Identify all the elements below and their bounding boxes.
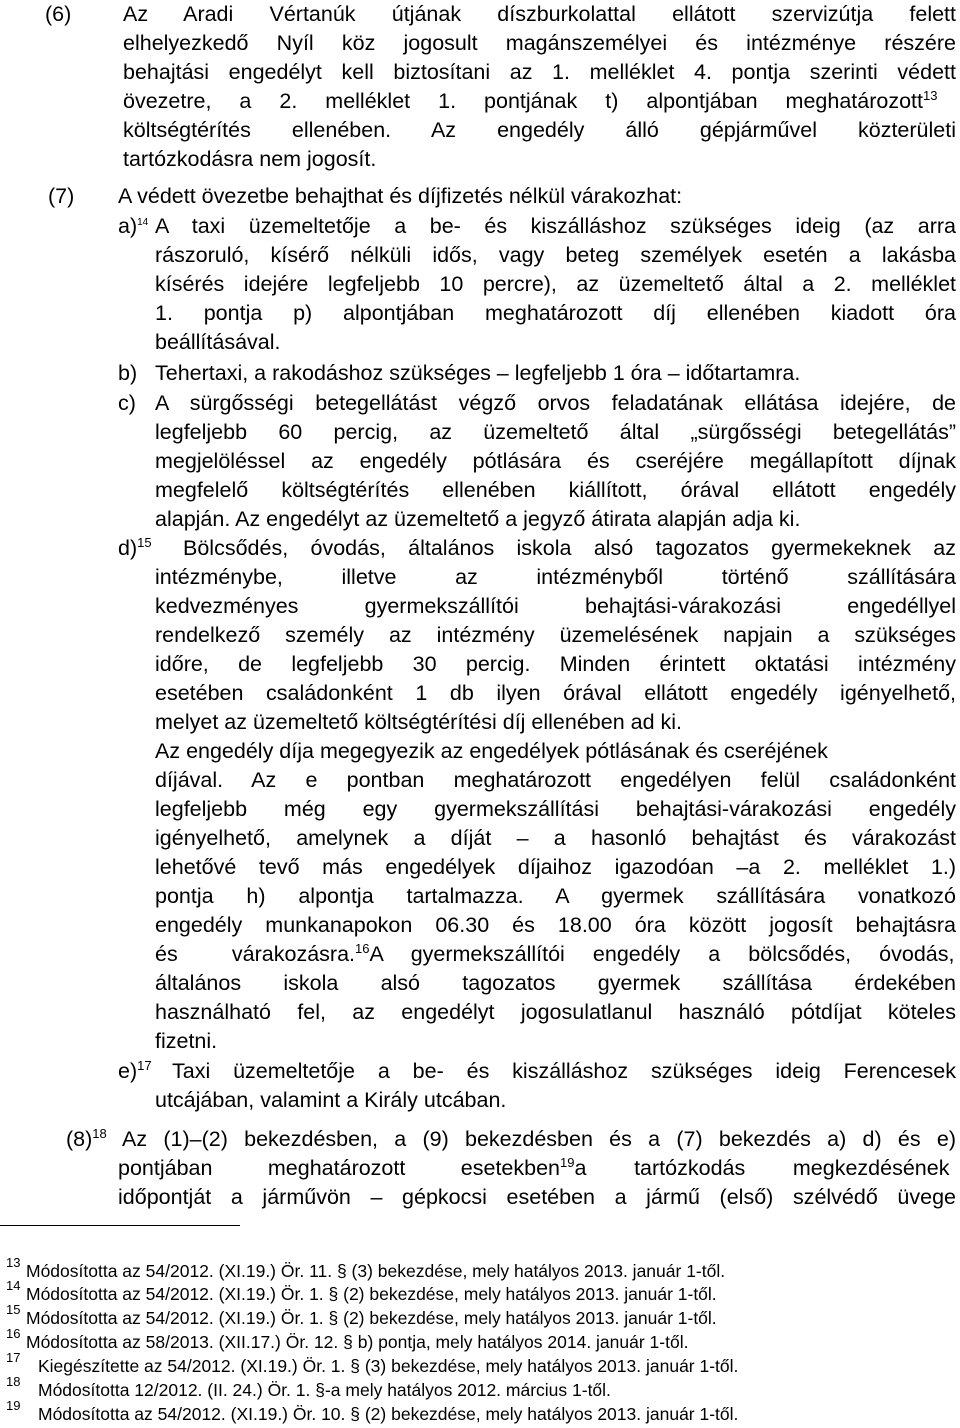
footnote-text: Módosította 12/2012. (II. 24.) Ör. 1. §-a mely hatályos 2012. március 1-től. <box>38 1380 611 1400</box>
text-line: pontja h) alpontja tartalmazza. A gyermek szállítására vonatkozó <box>155 884 956 908</box>
item-label: c) <box>118 391 136 415</box>
text-line: rendelkező személy az intézmény üzemelésének napjain a szükséges <box>155 623 956 647</box>
text-line: melyet az üzemeltető költségtérítési díj ellenében ad ki. <box>155 710 683 734</box>
item-label: a)$^{14}$ <box>118 214 149 238</box>
text-line: alapján. Az engedélyt az üzemeltető a jegyző átirata alapján adja ki. <box>155 507 801 531</box>
footnote-ref: 13 <box>923 87 938 103</box>
text-line: beállításával. <box>155 330 281 354</box>
footnote-ref: 16 <box>355 940 370 956</box>
text-line: Bölcsődés, óvodás, általános iskola alsó tagozatos gyermekeknek az <box>183 536 956 560</box>
footnote-number: 18 <box>6 1374 21 1389</box>
footnote-text: Módosította az 54/2012. (XI.19.) Ör. 1. § (2) bekezdése, mely hatályos 2013. január 1-től. <box>26 1308 717 1328</box>
text-line: Az (1)–(2) bekezdésben, a (9) bekezdésben és a (7) bekezdés a) d) és e) <box>122 1127 956 1151</box>
footnote-number: 14 <box>6 1278 21 1293</box>
text-line: Az Aradi Vértanúk útjának díszburkolattal ellátott szervizútja felett <box>123 2 956 26</box>
text-line: kedvezményes gyermekszállítói behajtási-várakozási engedéllyel <box>155 594 956 618</box>
text-line: pontjában meghatározott esetekben$^{19}$a tartózkodás megkezdésének <box>118 1154 950 1180</box>
text-line: igényelhető, amelynek a díját – a hasonló behajtást és várakozást <box>155 826 956 850</box>
footnote-ref: 14 <box>137 216 149 228</box>
text-line: rászoruló, kísérő nélküli idős, vagy beteg személyek esetén a lakásba <box>155 243 956 267</box>
text-line: általános iskola alsó tagozatos gyermek szállítása érdekében <box>155 971 956 995</box>
text-line: díjával. Az e pontban meghatározott engedélyen felül családonként <box>155 768 956 792</box>
text-line: intézménybe, illetve az intézményből történő szállítására <box>155 565 956 589</box>
text-line: költségtérítés ellenében. Az engedély álló gépjárművel közterületi <box>123 118 956 142</box>
text-line: övezetre, a 2. melléklet 1. pontjának t) alpontjában meghatározott$^{13}$ <box>123 87 938 113</box>
paragraph-intro: A védett övezetbe behajthat és díjfizetés nélkül várakozhat: <box>118 184 683 208</box>
text-line: lehetővé tevő más engedélyek díjaihoz igazodóan –a 2. melléklet 1.) <box>155 855 956 879</box>
paragraph-number: $(8)^{18}$ <box>66 1125 107 1151</box>
text-line: A taxi üzemeltetője a be- és kiszálláshoz szükséges ideig (az arra <box>155 214 956 238</box>
text-line: elhelyezkedő Nyíl köz jogosult magánszemélyei és intézménye részére <box>123 31 956 55</box>
footnote-text: Módosította az 54/2012. (XI.19.) Ör. 11. § (3) bekezdése, mely hatályos 2013. január 1-től. <box>26 1261 726 1281</box>
footnote-number: 16 <box>6 1326 21 1341</box>
text-line: utcájában, valamint a Király utcában. <box>155 1088 507 1112</box>
text-line: használható fel, az engedélyt jogosulatlanul használó pótdíjat köteles <box>155 1000 956 1024</box>
text-line: és várakozásra.$^{16}$A gyermekszállítói engedély a bölcsődés, óvodás, <box>155 940 955 966</box>
item-label: d)$^{15}$ <box>118 534 152 560</box>
footnote-number: 15 <box>6 1302 21 1317</box>
footnote-ref: 17 <box>137 1057 152 1073</box>
text-line: kísérés idejére legfeljebb 10 percre), az üzemeltető által a 2. melléklet <box>155 272 956 296</box>
footnote-number: 17 <box>6 1350 21 1365</box>
text-line: megjelöléssel az engedély pótlására és cseréjére megállapított díjnak <box>155 449 956 473</box>
footnote-text: Módosította az 54/2012. (XI.19.) Ör. 1. § (2) bekezdése, mely hatályos 2013. január 1-től. <box>26 1284 717 1304</box>
text-line: 1. pontja p) alpontjában meghatározott díj ellenében kiadott óra <box>155 301 956 325</box>
text-line: Tehertaxi, a rakodáshoz szükséges – legfeljebb 1 óra – időtartamra. <box>155 361 801 385</box>
footnote-ref: 15 <box>137 534 152 550</box>
footnote-text: Módosította az 58/2013. (XII.17.) Ör. 12. § b) pontja, mely hatályos 2014. január 1-től. <box>26 1332 689 1352</box>
footnote-ref: 18 <box>92 1125 107 1141</box>
paragraph-number: (7) <box>48 184 75 208</box>
text-line: Taxi üzemeltetője a be- és kiszálláshoz szükséges ideig Ferencesek <box>172 1059 956 1083</box>
item-label: b) <box>118 361 138 385</box>
text-line: megfelelő költségtérítés ellenében kiállított, órával ellátott engedély <box>155 478 956 502</box>
text-line: A sürgősségi betegellátást végző orvos feladatának ellátása idejére, de <box>155 391 956 415</box>
text-line: Az engedély díja megegyezik az engedélyek pótlásának és cseréjének <box>155 739 828 763</box>
text-line: időre, de legfeljebb 30 percig. Minden érintett oktatási intézmény <box>155 652 956 676</box>
text-line: legfeljebb 60 percig, az üzemeltető által „sürgősségi betegellátás” <box>155 420 956 444</box>
text-line: behajtási engedélyt kell biztosítani az 1. melléklet 4. pontja szerinti védett <box>123 60 956 84</box>
text-line: fizetni. <box>155 1029 218 1053</box>
text-line: engedély munkanapokon 06.30 és 18.00 óra között jogosít behajtásra <box>155 913 956 937</box>
footnote-number: 19 <box>6 1398 21 1413</box>
footnote-separator <box>0 1225 240 1226</box>
text-line: időpontját a járművön – gépkocsi esetében a jármű (első) szélvédő üvege <box>118 1185 956 1209</box>
paragraph-number: (6) <box>45 2 72 26</box>
footnote-text: Kiegészítette az 54/2012. (XI.19.) Ör. 1. § (3) bekezdése, mely hatályos 2013. január 1-től. <box>38 1356 739 1376</box>
footnote-text: Módosította az 54/2012. (XI.19.) Ör. 10. § (2) bekezdése, mely hatályos 2013. január 1-től. <box>38 1404 739 1424</box>
text-line: esetében családonként 1 db ilyen órával ellátott engedély igényelhető, <box>155 681 956 705</box>
text-line: legfeljebb még egy gyermekszállítási behajtási-várakozási engedély <box>155 797 956 821</box>
item-label: e)$^{17}$ <box>118 1057 152 1083</box>
footnote-number: 13 <box>6 1255 21 1270</box>
footnote-ref: 19 <box>560 1154 575 1170</box>
text-line: tartózkodásra nem jogosít. <box>123 147 377 171</box>
